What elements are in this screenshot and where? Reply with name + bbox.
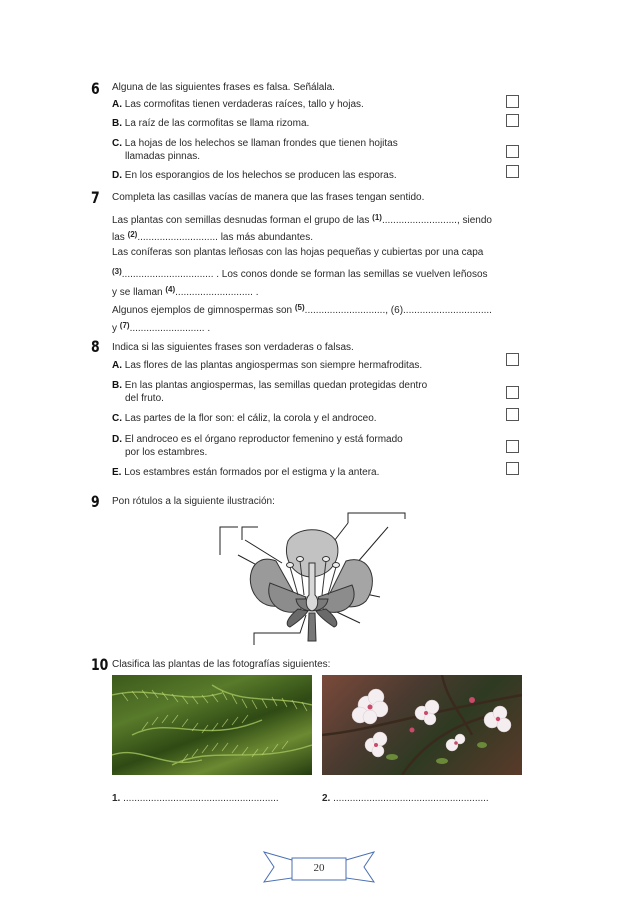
option-text-continued: por los estambres.: [125, 447, 208, 458]
fill-text: Las plantas con semillas desnudas forman el grupo de las: [112, 215, 373, 226]
blank-ref: (7): [119, 321, 130, 330]
answer-checkbox[interactable]: [506, 95, 519, 108]
answer-line-2: [322, 793, 489, 805]
fill-text: Las coníferas son plantas leñosas con las hojas pequeñas y cubiertas por una capa: [112, 247, 484, 258]
fern-image: [112, 675, 312, 775]
fill-line: [112, 266, 488, 281]
answer-checkbox[interactable]: [506, 386, 519, 399]
option-letter: C.: [112, 138, 122, 149]
fern-photo: [112, 675, 312, 775]
fill-line: [112, 320, 210, 335]
blossom-photo: [322, 675, 522, 775]
option-b: [112, 380, 427, 392]
blank-ref: (2): [127, 230, 138, 239]
question-number: 8: [91, 337, 100, 356]
fill-line: [112, 212, 492, 227]
option-text: Las partes de la flor son: el cáliz, la corola y el androceo.: [124, 413, 377, 424]
answer-checkbox[interactable]: [506, 462, 519, 475]
option-letter: A.: [112, 360, 122, 371]
anther-shape: [333, 563, 340, 568]
option-letter: D.: [112, 170, 122, 181]
label-line: [348, 513, 405, 523]
label-line: [220, 527, 238, 555]
option-letter: C.: [112, 413, 122, 424]
blank-ref: (3): [112, 267, 122, 276]
fill-text: las: [112, 232, 128, 243]
option-text: Las cormofitas tienen verdaderas raíces, tallo y hojas.: [124, 99, 364, 110]
blank-dots[interactable]: ............................ .: [175, 287, 259, 298]
answer-checkbox[interactable]: [506, 440, 519, 453]
option-text: Los estambres están formados por el estigma y la antera.: [124, 467, 380, 478]
label-line: [242, 527, 258, 540]
fill-line: [112, 247, 483, 259]
option-letter: D.: [112, 434, 122, 445]
fill-line: [112, 229, 313, 244]
blank-dots[interactable]: ..........................., siendo: [381, 215, 492, 226]
stem-shape: [308, 613, 316, 641]
question-prompt: Alguna de las siguientes frases es falsa. Señálala.: [112, 82, 335, 93]
flower-diagram: [210, 505, 425, 655]
option-text: La raíz de las cormofitas se llama rizoma.: [124, 118, 310, 129]
blossom-image: [322, 675, 522, 775]
answer-checkbox[interactable]: [506, 114, 519, 127]
anther-shape: [323, 557, 330, 562]
blank-dots[interactable]: ........................... .: [129, 323, 211, 334]
question-number: 9: [91, 492, 100, 511]
answer-label: 2.: [322, 793, 331, 804]
option-d: [112, 170, 397, 182]
anther-shape: [287, 563, 294, 568]
page-number: 20: [313, 862, 325, 874]
answer-checkbox[interactable]: [506, 353, 519, 366]
option-letter: B.: [112, 118, 122, 129]
anther-shape: [297, 557, 304, 562]
fill-line: [112, 302, 492, 317]
option-letter: E.: [112, 467, 122, 478]
question-prompt: Indica si las siguientes frases son verdaderas o falsas.: [112, 342, 354, 353]
question-prompt: Completa las casillas vacías de manera que las frases tengan sentido.: [112, 192, 425, 203]
option-c: [112, 138, 398, 150]
option-text-continued: llamadas pinnas.: [125, 151, 201, 162]
option-text: En los esporangios de los helechos se producen las esporas.: [124, 170, 397, 181]
answer-label: 1.: [112, 793, 121, 804]
answer-dots[interactable]: ........................................................: [333, 793, 489, 804]
question-number: 6: [91, 79, 100, 98]
fill-text: Algunos ejemplos de gimnospermas son: [112, 305, 295, 316]
option-letter: B.: [112, 380, 122, 391]
blank-dots[interactable]: ............................., (6)................................: [304, 305, 492, 316]
option-c: [112, 413, 377, 425]
answer-checkbox[interactable]: [506, 165, 519, 178]
option-text: El androceo es el órgano reproductor femenino y está formado: [124, 434, 403, 445]
blank-ref: (5): [294, 303, 305, 312]
answer-checkbox[interactable]: [506, 408, 519, 421]
blank-ref: (4): [165, 285, 176, 294]
question-prompt: Pon rótulos a la siguiente ilustración:: [112, 496, 275, 507]
fill-line: [112, 284, 259, 299]
question-number: 10: [91, 655, 109, 674]
fill-text: y: [112, 323, 120, 334]
answer-line-1: [112, 793, 279, 805]
option-text-continued: del fruto.: [125, 393, 164, 404]
question-prompt: Clasifica las plantas de las fotografías siguientes:: [112, 659, 331, 670]
option-a: [112, 360, 422, 372]
answer-dots[interactable]: ........................................................: [123, 793, 279, 804]
option-e: [112, 467, 379, 479]
blank-dots[interactable]: ............................. las más abundantes.: [137, 232, 313, 243]
question-number: 7: [91, 188, 100, 207]
option-a: [112, 99, 364, 111]
option-text: En las plantas angiospermas, las semillas quedan protegidas dentro: [124, 380, 428, 391]
blank-ref: (1): [372, 213, 382, 222]
answer-checkbox[interactable]: [506, 145, 519, 158]
option-d: [112, 434, 403, 446]
fill-text: y se llaman: [112, 287, 166, 298]
blank-dots[interactable]: ................................. . Los conos donde se forman las semillas se vuelven leñosos: [121, 269, 488, 280]
option-text: La hojas de los helechos se llaman frondes que tienen hojitas: [124, 138, 398, 149]
option-letter: A.: [112, 99, 122, 110]
option-text: Las flores de las plantas angiospermas son siempre hermafroditas.: [124, 360, 423, 371]
option-b: [112, 118, 309, 130]
